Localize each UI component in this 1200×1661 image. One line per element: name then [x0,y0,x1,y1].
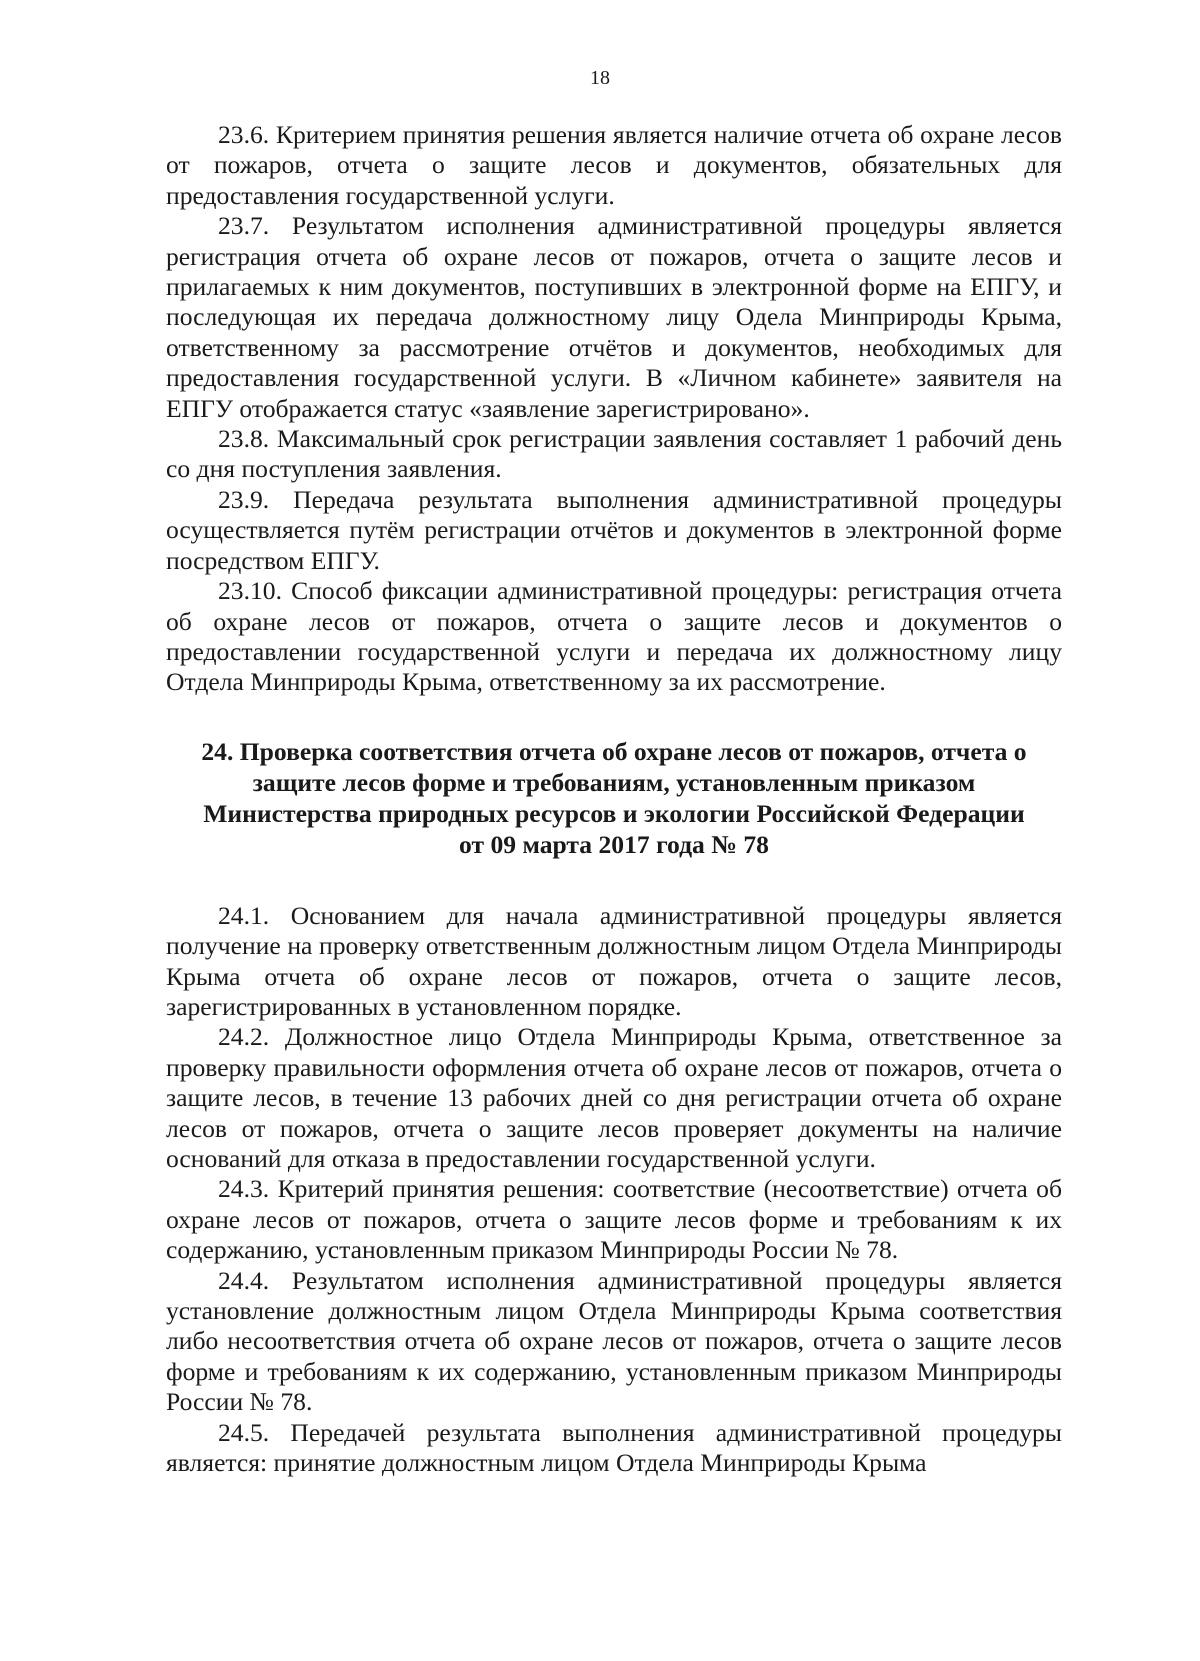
paragraph-24-2: 24.2. Должностное лицо Отдела Минприроды Крыма, ответственное за проверку правильности оформления отчета об охране лесов от пожаров, отчета о защите лесов, в течение 13 рабочих дней со дня регистрации отчета об охране лесов от пожаров, отчета о защите лесов проверяет документы на наличие оснований для отказа в предоставлении государственной услуги. [166,1022,1062,1173]
heading-line: Министерства природных ресурсов и экологии Российской Федерации [203,798,1025,828]
heading-line: от 09 марта 2017 года № 78 [459,829,769,859]
paragraph-23-6: 23.6. Критерием принятия решения является наличие отчета об охране лесов от пожаров, отчета о защите лесов и документов, обязательных для предоставления государственной услуги. [166,120,1062,210]
heading-line: защите лесов форме и требованиям, установленным приказом [252,767,976,797]
page-number: 18 [590,67,610,89]
paragraph-24-5: 24.5. Передачей результата выполнения административной процедуры является: принятие должностным лицом Отдела Минприроды Крыма [166,1417,1062,1478]
heading-line: 24. Проверка соответствия отчета об охране лесов от пожаров, отчета о [201,736,1027,766]
paragraph-23-9: 23.9. Передача результата выполнения административной процедуры осуществляется путём регистрации отчётов и документов в электронной форме посредством ЕПГУ. [166,484,1062,575]
document-body [166,120,1062,1478]
paragraph-23-8: 23.8. Максимальный срок регистрации заявления составляет 1 рабочий день со дня поступления заявления. [166,424,1062,484]
paragraph-23-10: 23.10. Способ фиксации административной процедуры: регистрация отчета об охране лесов от пожаров, отчета о защите лесов и документов о предоставлении государственной услуги и передача их должностному лицу Отдела Минприроды Крыма, ответственному за их рассмотрение. [166,576,1062,697]
paragraph-24-4: 24.4. Результатом исполнения административной процедуры является установление должностным лицом Отдела Минприроды Крыма соответствия либо несоответствия отчета об охране лесов от пожаров, отчета о защите лесов форме и требованиям к их содержанию, установленным приказом Минприроды России № 78. [166,1265,1062,1417]
paragraph-24-1: 24.1. Основанием для начала административной процедуры является получение на проверку ответственным должностным лицом Отдела Минприроды Крыма отчета об охране лесов от пожаров, отчета о защите лесов, зарегистрированных в установленном порядке. [166,900,1062,1021]
paragraph-24-3: 24.3. Критерий принятия решения: соответствие (несоответствие) отчета об охране лесов от пожаров, отчета о защите лесов форме и требованиям к их содержанию, установленным приказом Минприроды России № 78. [166,1174,1062,1265]
section-24-heading [166,736,1062,860]
paragraph-23-7: 23.7. Результатом исполнения административной процедуры является регистрация отчета об охране лесов от пожаров, отчета о защите лесов и прилагаемых к ним документов, поступивших в электронной форме на ЕПГУ, и последующая их передача должностному лицу Одела Минприроды Крыма, ответственному за рассмотрение отчётов и документов, необходимых для предоставления государственной услуги. В «Личном кабинете» заявителя на ЕПГУ отображается статус «заявление зарегистрировано». [166,211,1062,423]
